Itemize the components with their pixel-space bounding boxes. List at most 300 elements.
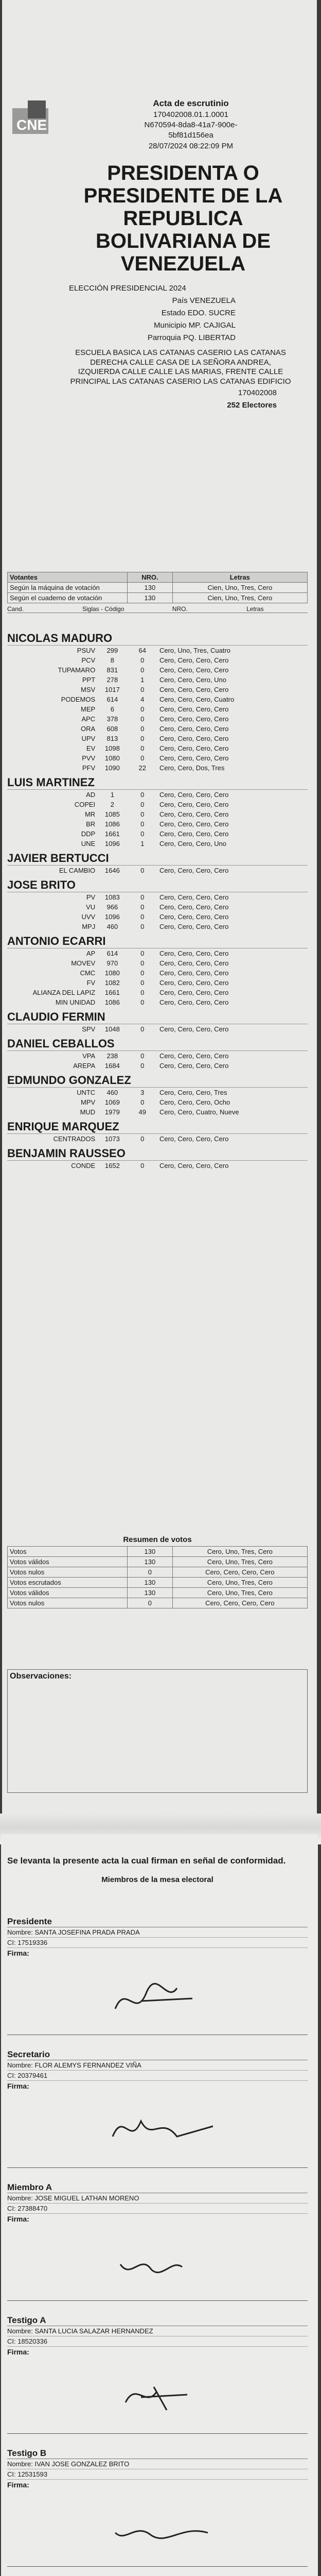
party-row: [7, 743, 308, 753]
party-n: 0: [140, 950, 145, 957]
party-n: 0: [140, 820, 145, 828]
party-c: 1: [110, 791, 114, 799]
party-l: Cero, Cero, Cero, Cero: [159, 725, 229, 733]
member-name: Nombre: JOSE MIGUEL LATHAN MORENO: [7, 2193, 308, 2204]
party-l: Cero, Cero, Cero, Cero: [159, 666, 229, 674]
party-c: 1069: [104, 1098, 120, 1106]
summary-row: [8, 1557, 308, 1567]
member-name: Nombre: SANTA JOSEFINA PRADA PRADA: [7, 1927, 308, 1938]
acta-number: 170402008.01.1.0001: [153, 110, 228, 119]
signature-mark: [110, 1973, 223, 2019]
party-l: Cero, Cero, Cero, Cero: [159, 913, 229, 921]
party-n: 0: [140, 867, 145, 874]
party-n: 0: [140, 1098, 145, 1106]
party-row: [7, 912, 308, 922]
party-code: PCV: [81, 656, 96, 664]
member-ci: CI: 12531593: [7, 2469, 308, 2480]
party-row: [7, 1134, 308, 1144]
party-table: [7, 1051, 308, 1071]
party-n: 0: [140, 735, 145, 742]
candidates-list: [7, 629, 308, 1171]
party-l: Cero, Cero, Cero, Cero: [159, 686, 229, 693]
party-c: 970: [106, 959, 118, 967]
summary-row: [8, 1588, 308, 1598]
vote-summary: [7, 1535, 308, 1608]
signature-mark: [110, 2371, 223, 2418]
party-l: Cero, Cero, Cero, Cero: [159, 923, 229, 930]
party-code: MPJ: [82, 923, 96, 930]
party-l: Cero, Cero, Cero, Cero: [159, 969, 229, 977]
party-n: 0: [140, 656, 145, 664]
member-firma: Firma:: [7, 2215, 29, 2223]
party-code: PVV: [82, 754, 96, 762]
party-l: Cero, Cero, Cero, Cuatro: [159, 696, 235, 703]
party-l: Cero, Cero, Cero, Cero: [159, 810, 229, 818]
member-firma: Firma:: [7, 2481, 29, 2489]
party-c: 1096: [104, 913, 120, 921]
party-n: 4: [140, 696, 145, 703]
municipality: Municipio MP. CAJIGAL: [154, 320, 236, 330]
party-c: 1090: [104, 764, 120, 772]
party-row: [7, 1107, 308, 1117]
party-l: Cero, Cero, Cero, Cero: [159, 867, 229, 874]
party-l: Cero, Cero, Cero, Cero: [159, 705, 229, 713]
party-l: Cero, Cero, Cero, Cero: [159, 791, 229, 799]
party-code: PFV: [82, 764, 96, 772]
member-block: [7, 2049, 308, 2168]
party-row: [7, 809, 308, 819]
conformity-text: Se levanta la presente acta la cual firman en señal de conformidad.: [7, 1856, 286, 1866]
candidate-name: ANTONIO ECARRI: [7, 935, 308, 948]
member-role: Presidente: [7, 1917, 308, 1927]
svg-text:CNE: CNE: [16, 117, 47, 133]
party-row: [7, 763, 308, 773]
summary-num: 0: [128, 1567, 172, 1578]
party-c: 1080: [104, 754, 120, 762]
party-c: 1080: [104, 969, 120, 977]
members-list: [7, 1917, 308, 2576]
party-code: FV: [86, 979, 96, 987]
party-n: 0: [140, 923, 145, 930]
votantes-row: Según el cuaderno de votación 130 Cien, Uno, Tres, Cero: [8, 593, 308, 603]
party-row: [7, 819, 308, 829]
party-n: 3: [140, 1089, 145, 1096]
party-l: Cero, Cero, Cero, Cero: [159, 801, 229, 808]
party-row: [7, 968, 308, 978]
summary-label: Votos válidos: [8, 1588, 128, 1598]
party-n: 0: [140, 686, 145, 693]
party-code: PSUV: [77, 647, 96, 654]
party-l: Cero, Cero, Cero, Cero: [159, 950, 229, 957]
party-code: MIN UNIDAD: [55, 998, 96, 1006]
party-n: 1: [140, 840, 145, 848]
party-n: 0: [140, 1135, 145, 1143]
col-letras: Letras: [172, 572, 307, 583]
party-code: MOVEV: [71, 959, 96, 967]
party-row: [7, 922, 308, 931]
parish: Parroquia PQ. LIBERTAD: [147, 333, 236, 342]
signature-mark: [110, 2504, 223, 2551]
party-code: APC: [81, 715, 96, 723]
signature-area: [7, 1957, 308, 2035]
party-c: 1086: [104, 820, 120, 828]
party-c: 378: [106, 715, 118, 723]
party-c: 1684: [104, 1062, 120, 1070]
party-n: 0: [140, 959, 145, 967]
party-c: 1646: [104, 867, 120, 874]
main-title: PRESIDENTA O PRESIDENTE DE LA REPUBLICA BOLIVARIANA DE VENEZUELA: [83, 161, 283, 275]
summary-label: Votos válidos: [8, 1557, 128, 1567]
party-code: UPV: [81, 735, 96, 742]
party-code: PV: [86, 893, 96, 901]
party-row: [7, 1051, 308, 1061]
party-c: 1017: [104, 686, 120, 693]
member-ci: CI: 17519336: [7, 1938, 308, 1948]
observations-label: Observaciones:: [10, 1672, 72, 1681]
party-l: Cero, Cero, Cero, Ocho: [159, 1098, 230, 1106]
party-row: [7, 1088, 308, 1097]
party-l: Cero, Cero, Cero, Cero: [159, 979, 229, 987]
summary-label: Votos nulos: [8, 1567, 128, 1578]
center-code: 170402008: [238, 388, 277, 397]
member-firma: Firma:: [7, 2348, 29, 2356]
party-c: 608: [106, 725, 118, 733]
cne-logo: [7, 98, 74, 144]
party-c: 1661: [104, 989, 120, 996]
party-l: Cero, Cero, Cero, Cero: [159, 735, 229, 742]
summary-l: Cero, Cero, Cero, Cero: [172, 1567, 307, 1578]
party-c: 1661: [104, 830, 120, 838]
party-table: [7, 892, 308, 931]
party-row: [7, 997, 308, 1007]
party-code: MPV: [81, 1098, 96, 1106]
party-row: [7, 753, 308, 763]
party-n: 0: [140, 744, 145, 752]
signature-mark: [110, 2106, 223, 2152]
summary-label: Votos escrutados: [8, 1578, 128, 1588]
party-code: BR: [86, 820, 96, 828]
party-code: PODEMOS: [61, 696, 96, 703]
party-n: 0: [140, 913, 145, 921]
party-code: AP: [86, 950, 96, 957]
party-c: 460: [106, 1089, 118, 1096]
party-table: [7, 790, 308, 849]
party-n: 0: [140, 1025, 145, 1033]
summary-title: Resumen de votos: [123, 1535, 192, 1544]
party-code: VU: [86, 903, 96, 911]
party-row: [7, 685, 308, 694]
members-title: Miembros de la mesa electoral: [101, 1875, 213, 1884]
signature-area: [7, 2090, 308, 2168]
party-table: [7, 646, 308, 773]
member-firma: Firma:: [7, 1949, 29, 1957]
party-c: 831: [106, 666, 118, 674]
member-role: Miembro A: [7, 2182, 308, 2193]
state: Estado EDO. SUCRE: [161, 308, 236, 317]
party-row: [7, 734, 308, 743]
summary-label: Votos nulos: [8, 1598, 128, 1608]
signature-mark: [110, 2239, 223, 2285]
party-n: 0: [140, 830, 145, 838]
member-firma: Firma:: [7, 2082, 29, 2090]
member-name: Nombre: SANTA LUCIA SALAZAR HERNANDEZ: [7, 2326, 308, 2336]
party-row: [7, 646, 308, 655]
summary-l: Cero, Uno, Tres, Cero: [172, 1578, 307, 1588]
candidate-name: ENRIQUE MARQUEZ: [7, 1120, 308, 1134]
member-name: Nombre: FLOR ALEMYS FERNANDEZ VIÑA: [7, 2060, 308, 2071]
party-code: VPA: [82, 1052, 96, 1060]
country: País VENEZUELA: [172, 296, 236, 305]
party-l: Cero, Cero, Cero, Cero: [159, 656, 229, 664]
member-role: Testigo A: [7, 2315, 308, 2326]
party-row: [7, 1097, 308, 1107]
hash-line-2: 5bf81d156ea: [168, 131, 213, 140]
party-code: UNTC: [77, 1089, 96, 1096]
summary-l: Cero, Uno, Tres, Cero: [172, 1557, 307, 1567]
party-code: MR: [84, 810, 96, 818]
party-l: Cero, Cero, Cero, Cero: [159, 1025, 229, 1033]
member-ci: CI: 27388470: [7, 2204, 308, 2214]
member-ci: CI: 18520336: [7, 2336, 308, 2347]
party-row: [7, 902, 308, 912]
party-table: [7, 1088, 308, 1117]
party-row: [7, 1061, 308, 1071]
summary-l: Cero, Uno, Tres, Cero: [172, 1547, 307, 1557]
member-block: [7, 2182, 308, 2301]
party-table: [7, 1134, 308, 1144]
party-n: 0: [140, 801, 145, 808]
party-row: [7, 829, 308, 839]
party-l: Cero, Cero, Cero, Cero: [159, 893, 229, 901]
party-row: [7, 958, 308, 968]
member-block: [7, 1917, 308, 2035]
conformity: [7, 1855, 308, 1884]
summary-label: Votos: [8, 1547, 128, 1557]
votantes-table: [7, 572, 308, 613]
party-l: Cero, Cero, Cuatro, Nueve: [159, 1108, 239, 1116]
sub-col-siglas: Siglas - Código: [82, 605, 124, 613]
party-row: [7, 675, 308, 685]
party-row: [7, 665, 308, 675]
party-n: 0: [140, 1052, 145, 1060]
party-row: [7, 988, 308, 997]
party-l: Cero, Cero, Cero, Cero: [159, 989, 229, 996]
party-n: 0: [140, 810, 145, 818]
summary-row: [8, 1598, 308, 1608]
party-row: [7, 655, 308, 665]
summary-l: Cero, Uno, Tres, Cero: [172, 1588, 307, 1598]
datetime: 28/07/2024 08:22:09 PM: [148, 141, 234, 150]
party-code: ALIANZA DEL LAPIZ: [32, 989, 96, 996]
party-row: [7, 978, 308, 988]
summary-num: 130: [128, 1588, 172, 1598]
party-c: 238: [106, 1052, 118, 1060]
party-c: 1096: [104, 840, 120, 848]
party-l: Cero, Cero, Cero, Cero: [159, 903, 229, 911]
party-c: 8: [110, 656, 114, 664]
party-row: [7, 892, 308, 902]
party-n: 0: [140, 725, 145, 733]
party-code: CONDE: [71, 1162, 96, 1170]
party-l: Cero, Cero, Cero, Cero: [159, 1062, 229, 1070]
party-c: 1098: [104, 744, 120, 752]
summary-row: [8, 1578, 308, 1588]
sub-col-nro: NRO.: [172, 605, 188, 613]
party-n: 0: [140, 969, 145, 977]
party-row: [7, 1161, 308, 1171]
party-code: AD: [86, 791, 96, 799]
party-n: 0: [140, 791, 145, 799]
party-n: 0: [140, 903, 145, 911]
party-code: PPT: [82, 676, 96, 684]
party-l: Cero, Cero, Cero, Cero: [159, 1052, 229, 1060]
member-block: [7, 2315, 308, 2434]
summary-num: 130: [128, 1557, 172, 1567]
candidate-name: JOSE BRITO: [7, 878, 308, 892]
party-table: [7, 948, 308, 1007]
candidate-name: DANIEL CEBALLOS: [7, 1037, 308, 1051]
party-table: [7, 1024, 308, 1034]
party-n: 0: [140, 705, 145, 713]
party-code: MUD: [80, 1108, 96, 1116]
party-code: MSV: [81, 686, 96, 693]
party-l: Cero, Cero, Cero, Cero: [159, 754, 229, 762]
party-c: 1652: [104, 1162, 120, 1170]
party-row: [7, 714, 308, 724]
party-n: 0: [140, 998, 145, 1006]
party-n: 0: [140, 715, 145, 723]
party-code: EV: [86, 744, 96, 752]
party-l: Cero, Cero, Cero, Cero: [159, 1162, 229, 1170]
party-n: 0: [140, 1162, 145, 1170]
acta-header: [7, 98, 308, 412]
party-l: Cero, Cero, Cero, Cero: [159, 1135, 229, 1143]
party-l: Cero, Cero, Cero, Cero: [159, 830, 229, 838]
party-code: DDP: [81, 830, 96, 838]
party-code: CMC: [80, 969, 96, 977]
party-table: [7, 1161, 308, 1171]
party-c: 460: [106, 923, 118, 930]
election-name: ELECCIÓN PRESIDENCIAL 2024: [69, 283, 186, 293]
party-l: Cero, Cero, Cero, Cero: [159, 744, 229, 752]
member-role: Testigo B: [7, 2448, 308, 2459]
summary-num: 130: [128, 1578, 172, 1588]
signature-area: [7, 2489, 308, 2567]
party-c: 813: [106, 735, 118, 742]
party-l: Cero, Cero, Cero, Uno: [159, 840, 227, 848]
party-code: TUPAMARO: [58, 666, 96, 674]
party-n: 0: [140, 754, 145, 762]
party-n: 0: [140, 666, 145, 674]
summary-l: Cero, Cero, Cero, Cero: [172, 1598, 307, 1608]
party-row: [7, 790, 308, 800]
voting-center: ESCUELA BASICA LAS CATANAS CASERIO LAS CATANAS DERECHA CALLE CASA DE LA SEÑORA ANDREA, IZQUIERDA CALLE CALLE LAS MARIAS, FRENTE CALLE PRINCIPAL LAS CATANAS CASERIO LAS CATANAS EDIFICIO: [70, 348, 291, 386]
col-nro: NRO.: [128, 572, 172, 583]
party-c: 1085: [104, 810, 120, 818]
party-n: 64: [138, 647, 146, 654]
signature-area: [7, 2223, 308, 2301]
votantes-row: Según la máquina de votación 130 Cien, Uno, Tres, Cero: [8, 583, 308, 593]
col-votantes: Votantes: [8, 572, 128, 583]
party-row: [7, 704, 308, 714]
sub-col-letras: Letras: [246, 605, 264, 613]
member-ci: CI: 20379461: [7, 2071, 308, 2081]
party-code: UVV: [81, 913, 96, 921]
party-n: 0: [140, 989, 145, 996]
doc-title: Acta de escrutinio: [153, 98, 229, 108]
party-l: Cero, Cero, Cero, Cero: [159, 820, 229, 828]
summary-num: 0: [128, 1598, 172, 1608]
party-n: 49: [138, 1108, 146, 1116]
party-row: [7, 1024, 308, 1034]
party-c: 966: [106, 903, 118, 911]
party-row: [7, 800, 308, 809]
member-role: Secretario: [7, 2049, 308, 2060]
party-l: Cero, Cero, Dos, Tres: [159, 764, 225, 772]
party-n: 0: [140, 1062, 145, 1070]
party-n: 22: [138, 764, 146, 772]
party-row: [7, 839, 308, 849]
party-row: [7, 866, 308, 875]
party-code: ORA: [81, 725, 96, 733]
candidate-name: LUIS MARTINEZ: [7, 776, 308, 790]
party-c: 299: [106, 647, 118, 654]
party-c: 1083: [104, 893, 120, 901]
party-l: Cero, Cero, Cero, Cero: [159, 715, 229, 723]
party-table: [7, 866, 308, 875]
candidate-name: JAVIER BERTUCCI: [7, 852, 308, 866]
party-l: Cero, Uno, Tres, Cuatro: [159, 647, 230, 654]
party-n: 0: [140, 893, 145, 901]
observations: [7, 1669, 308, 1793]
party-l: Cero, Cero, Cero, Cero: [159, 959, 229, 967]
party-c: 1073: [104, 1135, 120, 1143]
party-code: EL CAMBIO: [59, 867, 96, 874]
party-code: COPEI: [74, 801, 96, 808]
party-code: AREPA: [73, 1062, 96, 1070]
party-c: 1048: [104, 1025, 120, 1033]
summary-row: [8, 1547, 308, 1557]
party-l: Cero, Cero, Cero, Tres: [159, 1089, 227, 1096]
party-c: 2: [110, 801, 114, 808]
signature-area: [7, 2356, 308, 2434]
party-row: [7, 724, 308, 734]
summary-row: [8, 1567, 308, 1578]
party-l: Cero, Cero, Cero, Cero: [159, 998, 229, 1006]
party-l: Cero, Cero, Cero, Uno: [159, 676, 227, 684]
electors-count: 252 Electores: [227, 400, 277, 410]
candidate-name: BENJAMIN RAUSSEO: [7, 1147, 308, 1161]
hash-line-1: N670594-8da8-41a7-900e-: [144, 121, 238, 130]
party-c: 278: [106, 676, 118, 684]
member-block: [7, 2448, 308, 2567]
party-code: CENTRADOS: [53, 1135, 96, 1143]
candidate-name: CLAUDIO FERMIN: [7, 1010, 308, 1024]
sub-col-cand: Cand.: [7, 605, 24, 613]
party-c: 614: [106, 950, 118, 957]
party-c: 1086: [104, 998, 120, 1006]
summary-num: 130: [128, 1547, 172, 1557]
candidate-name: EDMUNDO GONZALEZ: [7, 1074, 308, 1088]
party-row: [7, 948, 308, 958]
party-code: UNE: [81, 840, 96, 848]
member-name: Nombre: IVAN JOSE GONZALEZ BRITO: [7, 2459, 308, 2469]
party-row: [7, 694, 308, 704]
party-c: 614: [106, 696, 118, 703]
party-c: 6: [110, 705, 114, 713]
party-code: MEP: [81, 705, 96, 713]
candidate-name: NICOLAS MADURO: [7, 632, 308, 646]
